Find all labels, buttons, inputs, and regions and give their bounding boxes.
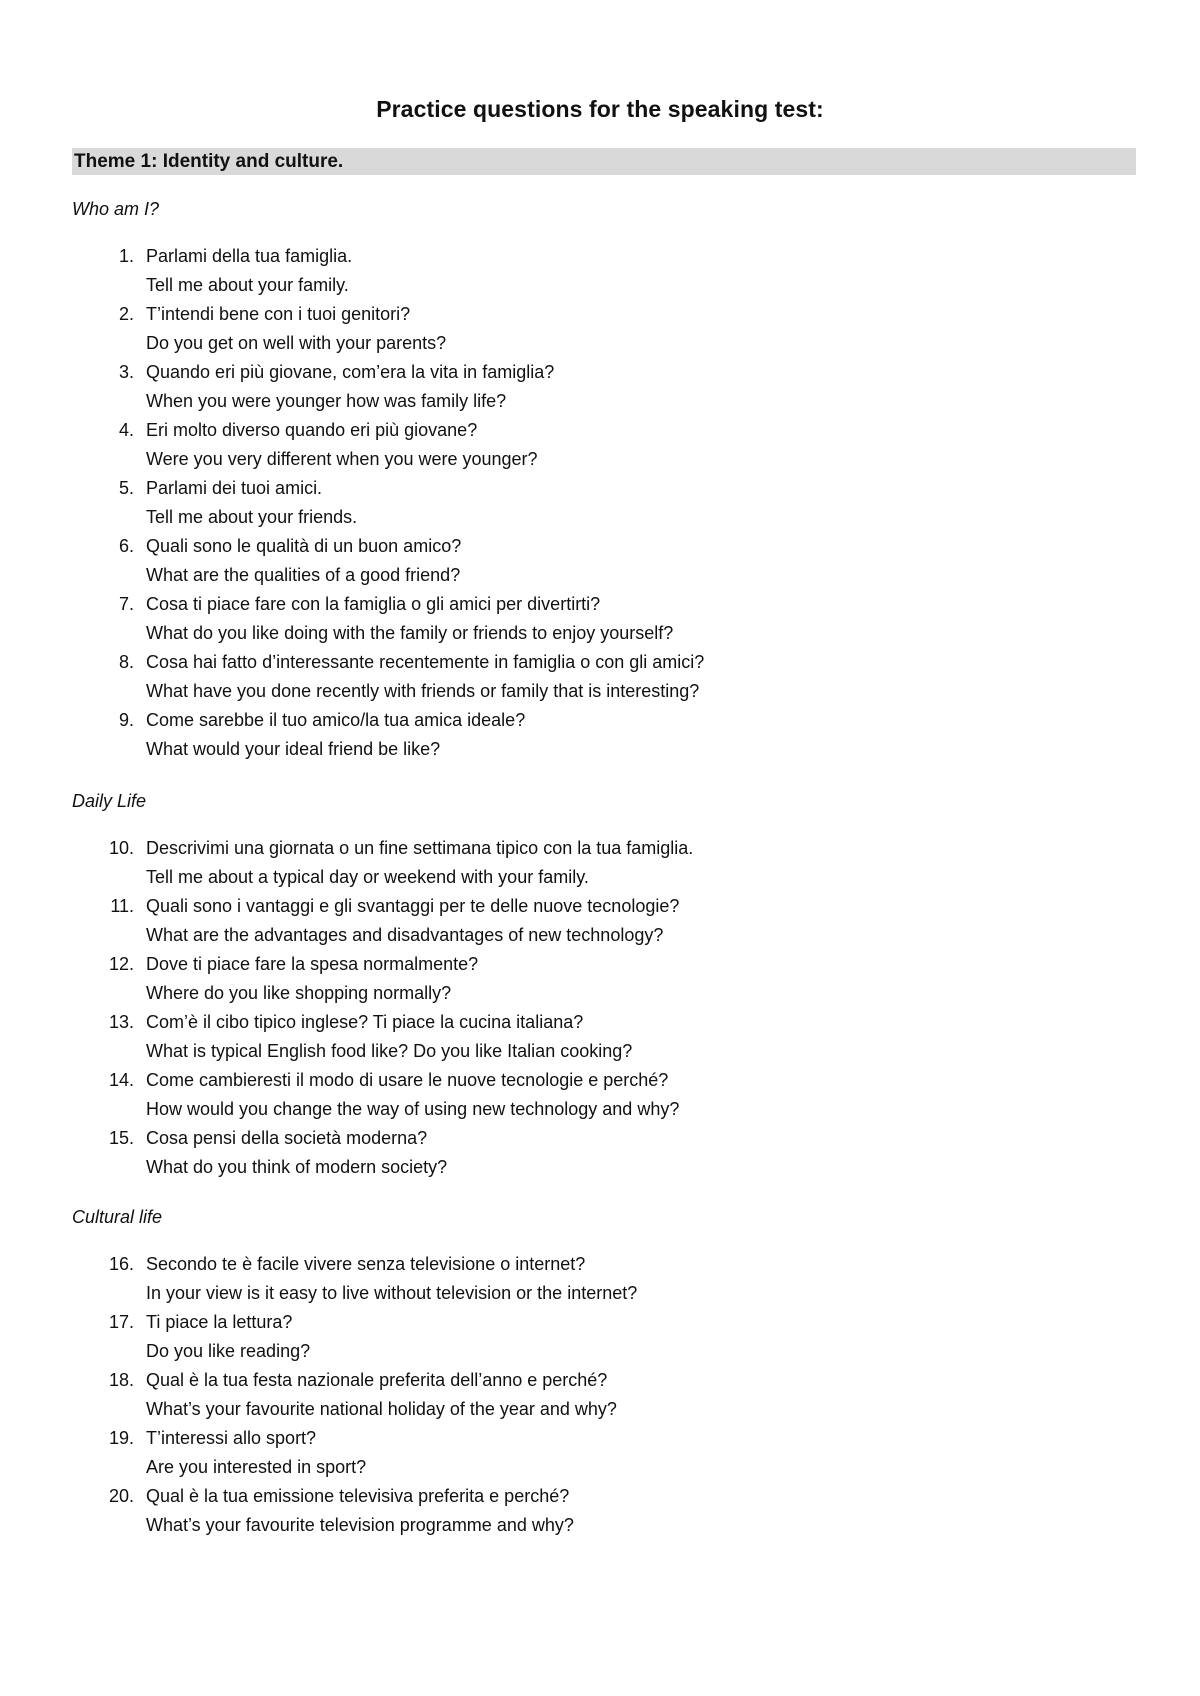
question-english: Do you like reading? bbox=[146, 1341, 311, 1361]
question-english: Do you get on well with your parents? bbox=[146, 333, 447, 353]
section-who-am-i bbox=[72, 197, 1136, 764]
question-italian: Dove ti piace fare la spesa normalmente? bbox=[146, 954, 479, 974]
question-english: What is typical English food like? Do you like Italian cooking? bbox=[146, 1041, 633, 1061]
question-item bbox=[72, 358, 1136, 416]
question-number: 15. bbox=[108, 1128, 134, 1148]
question-english: What’s your favourite television programme and why? bbox=[146, 1515, 574, 1535]
page-title: Practice questions for the speaking test: bbox=[376, 96, 824, 122]
question-number: 11. bbox=[110, 896, 134, 916]
question-italian: T’intendi bene con i tuoi genitori? bbox=[146, 304, 411, 324]
section-cultural-life bbox=[72, 1205, 1136, 1540]
question-number: 20. bbox=[108, 1486, 134, 1506]
question-english: How would you change the way of using new technology and why? bbox=[146, 1099, 680, 1119]
question-italian: Come sarebbe il tuo amico/la tua amica ideale? bbox=[146, 710, 526, 730]
question-italian: Come cambieresti il modo di usare le nuove tecnologie e perché? bbox=[146, 1070, 669, 1090]
question-item bbox=[72, 648, 1136, 706]
question-english: What’s your favourite national holiday of the year and why? bbox=[146, 1399, 617, 1419]
question-italian: Cosa hai fatto d’interessante recentemente in famiglia o con gli amici? bbox=[146, 652, 705, 672]
question-number: 1. bbox=[118, 246, 134, 266]
section-heading: Who am I? bbox=[72, 199, 160, 219]
theme-heading: Theme 1: Identity and culture. bbox=[72, 148, 1136, 175]
question-english: Where do you like shopping normally? bbox=[146, 983, 452, 1003]
question-english: What do you think of modern society? bbox=[146, 1157, 448, 1177]
question-italian: Qual è la tua emissione televisiva preferita e perché? bbox=[146, 1486, 570, 1506]
question-number: 2. bbox=[118, 304, 134, 324]
question-italian: Quali sono i vantaggi e gli svantaggi per te delle nuove tecnologie? bbox=[146, 896, 680, 916]
question-number: 9. bbox=[118, 710, 134, 730]
question-item bbox=[72, 532, 1136, 590]
question-number: 3. bbox=[118, 362, 134, 382]
question-item bbox=[72, 1250, 1136, 1308]
question-list bbox=[72, 834, 1136, 1182]
question-item bbox=[72, 950, 1136, 1008]
question-item bbox=[72, 1066, 1136, 1124]
question-number: 18. bbox=[108, 1370, 134, 1390]
question-number: 16. bbox=[108, 1254, 134, 1274]
question-italian: Ti piace la lettura? bbox=[146, 1312, 293, 1332]
question-number: 10. bbox=[108, 838, 134, 858]
question-item bbox=[72, 1008, 1136, 1066]
question-italian: T’interessi allo sport? bbox=[146, 1428, 317, 1448]
question-english: Were you very different when you were younger? bbox=[146, 449, 538, 469]
question-english: What would your ideal friend be like? bbox=[146, 739, 441, 759]
question-italian: Qual è la tua festa nazionale preferita dell’anno e perché? bbox=[146, 1370, 608, 1390]
question-item bbox=[72, 1424, 1136, 1482]
question-english: What do you like doing with the family or friends to enjoy yourself? bbox=[146, 623, 674, 643]
question-item bbox=[72, 242, 1136, 300]
question-item bbox=[72, 1308, 1136, 1366]
question-item bbox=[72, 416, 1136, 474]
section-heading: Daily Life bbox=[72, 791, 147, 811]
question-item bbox=[72, 1366, 1136, 1424]
section-heading: Cultural life bbox=[72, 1207, 163, 1227]
question-item bbox=[72, 590, 1136, 648]
question-item bbox=[72, 1482, 1136, 1540]
question-italian: Cosa ti piace fare con la famiglia o gli amici per divertirti? bbox=[146, 594, 601, 614]
question-item bbox=[72, 300, 1136, 358]
question-italian: Parlami della tua famiglia. bbox=[146, 246, 353, 266]
question-english: Tell me about your family. bbox=[146, 275, 349, 295]
question-italian: Com’è il cibo tipico inglese? Ti piace la cucina italiana? bbox=[146, 1012, 584, 1032]
question-english: Tell me about a typical day or weekend with your family. bbox=[146, 867, 589, 887]
question-number: 19. bbox=[108, 1428, 134, 1448]
question-number: 12. bbox=[108, 954, 134, 974]
question-english: What are the advantages and disadvantages of new technology? bbox=[146, 925, 664, 945]
question-english: What have you done recently with friends or family that is interesting? bbox=[146, 681, 700, 701]
question-list bbox=[72, 1250, 1136, 1540]
question-english: What are the qualities of a good friend? bbox=[146, 565, 461, 585]
question-italian: Quali sono le qualità di un buon amico? bbox=[146, 536, 462, 556]
question-item bbox=[72, 892, 1136, 950]
question-item bbox=[72, 834, 1136, 892]
question-italian: Descrivimi una giornata o un fine settimana tipico con la tua famiglia. bbox=[146, 838, 694, 858]
question-number: 14. bbox=[108, 1070, 134, 1090]
question-english: In your view is it easy to live without television or the internet? bbox=[146, 1283, 638, 1303]
question-item bbox=[72, 1124, 1136, 1182]
question-number: 13. bbox=[108, 1012, 134, 1032]
question-english: Tell me about your friends. bbox=[146, 507, 358, 527]
question-italian: Cosa pensi della società moderna? bbox=[146, 1128, 428, 1148]
question-item bbox=[72, 706, 1136, 764]
question-number: 7. bbox=[118, 594, 134, 614]
question-number: 4. bbox=[118, 420, 134, 440]
section-daily-life bbox=[72, 789, 1136, 1182]
question-list bbox=[72, 242, 1136, 764]
question-number: 17. bbox=[108, 1312, 134, 1332]
question-italian: Secondo te è facile vivere senza televisione o internet? bbox=[146, 1254, 586, 1274]
question-english: When you were younger how was family life? bbox=[146, 391, 507, 411]
question-item bbox=[72, 474, 1136, 532]
question-italian: Eri molto diverso quando eri più giovane? bbox=[146, 420, 478, 440]
question-number: 6. bbox=[118, 536, 134, 556]
question-italian: Quando eri più giovane, com’era la vita in famiglia? bbox=[146, 362, 555, 382]
question-number: 8. bbox=[118, 652, 134, 672]
question-number: 5. bbox=[118, 478, 134, 498]
question-english: Are you interested in sport? bbox=[146, 1457, 367, 1477]
question-italian: Parlami dei tuoi amici. bbox=[146, 478, 323, 498]
